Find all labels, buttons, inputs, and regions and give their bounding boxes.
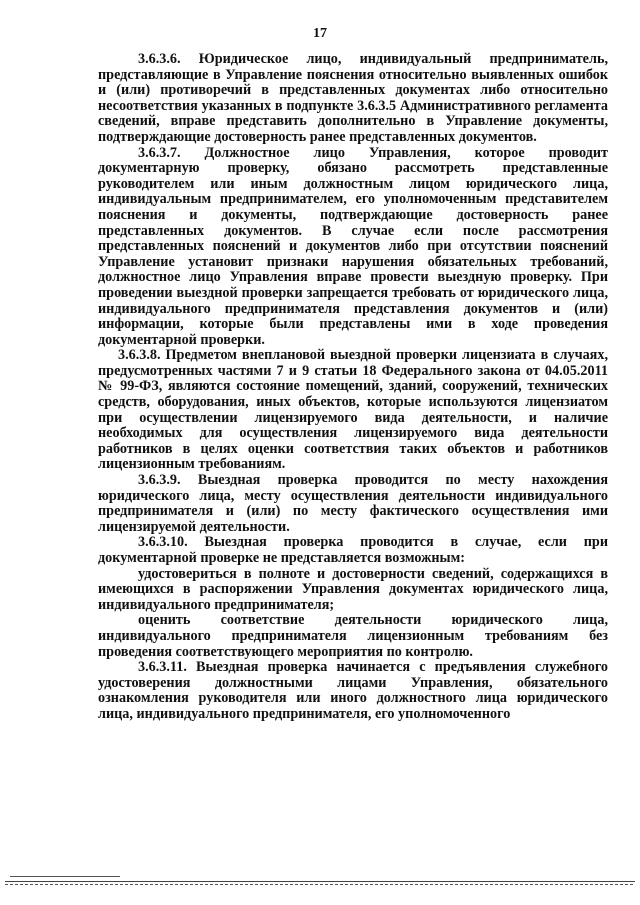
footer-short-rule bbox=[10, 876, 120, 877]
paragraph-3-6-3-10: 3.6.3.10. Выездная проверка проводится в случае, если при документарной проверке не представляется возможным: bbox=[98, 534, 608, 566]
paragraph-3-6-3-6: 3.6.3.6. Юридическое лицо, индивидуальный предприниматель, представляющие в Управление пояснения относительно выявленных ошибок и (или) противоречий в представленных документах либо относительно несоответствия указанных в подпункте 3.6.3.5 Административного регламента сведений, вправе представить дополнительно в Управление документы, подтверждающие достоверность ранее представленных документов. bbox=[98, 51, 608, 145]
paragraph-3-6-3-11: 3.6.3.11. Выездная проверка начинается с предъявления служебного удостоверения должностными лицами Управления, обязательного ознакомления руководителя или иного должностного лица юридического лица, индивидуального предпринимателя, его уполномоченного bbox=[98, 659, 608, 722]
document-body bbox=[98, 52, 608, 723]
footer-dashed-rule bbox=[5, 884, 635, 885]
page-number: 17 bbox=[313, 26, 327, 41]
paragraph-3-6-3-8: 3.6.3.8. Предметом внеплановой выездной проверки лицензиата в случаях, предусмотренных частями 7 и 9 статьи 18 Федерального закона от 04.05.2011 № 99-ФЗ, являются состояние помещений, зданий, сооружений, технических средств, оборудования, иных объектов, которые используются лицензиатом при осуществлении лицензируемого вида деятельности, и наличие необходимых для осуществления лицензируемого вида деятельности работников в целях оценки соответствия таких объектов и работников лицензионным требованиям. bbox=[98, 347, 608, 473]
paragraph-3-6-3-7: 3.6.3.7. Должностное лицо Управления, которое проводит документарную проверку, обязано рассмотреть представленные руководителем или иным должностным лицом юридического лица, индивидуальным предпринимателем, его уполномоченным представителем пояснения и документы, подтверждающие достоверность ранее представленных документов. В случае если после рассмотрения представленных пояснений и документов либо при отсутствии пояснений Управление установит признаки нарушения обязательных требований, должностное лицо Управления вправе провести выездную проверку. При проведении выездной проверки запрещается требовать от юридического лица, индивидуального предпринимателя представления документов и (или) информации, которые были представлены ими в ходе проведения документарной проверки. bbox=[98, 144, 608, 348]
list-item-verify-completeness: удостовериться в полноте и достоверности сведений, содержащихся в имеющихся в распоряжении Управления документах юридического лица, индивидуального предпринимателя; bbox=[98, 565, 608, 613]
list-item-assess-compliance: оценить соответствие деятельности юридического лица, индивидуального предпринимателя лицензионным требованиям без проведения соответствующего мероприятия по контролю. bbox=[98, 612, 608, 660]
paragraph-3-6-3-9: 3.6.3.9. Выездная проверка проводится по месту нахождения юридического лица, месту осуществления деятельности индивидуального предпринимателя и (или) по месту фактического осуществления ими лицензируемой деятельности. bbox=[98, 472, 608, 535]
footer-rule bbox=[5, 881, 635, 882]
